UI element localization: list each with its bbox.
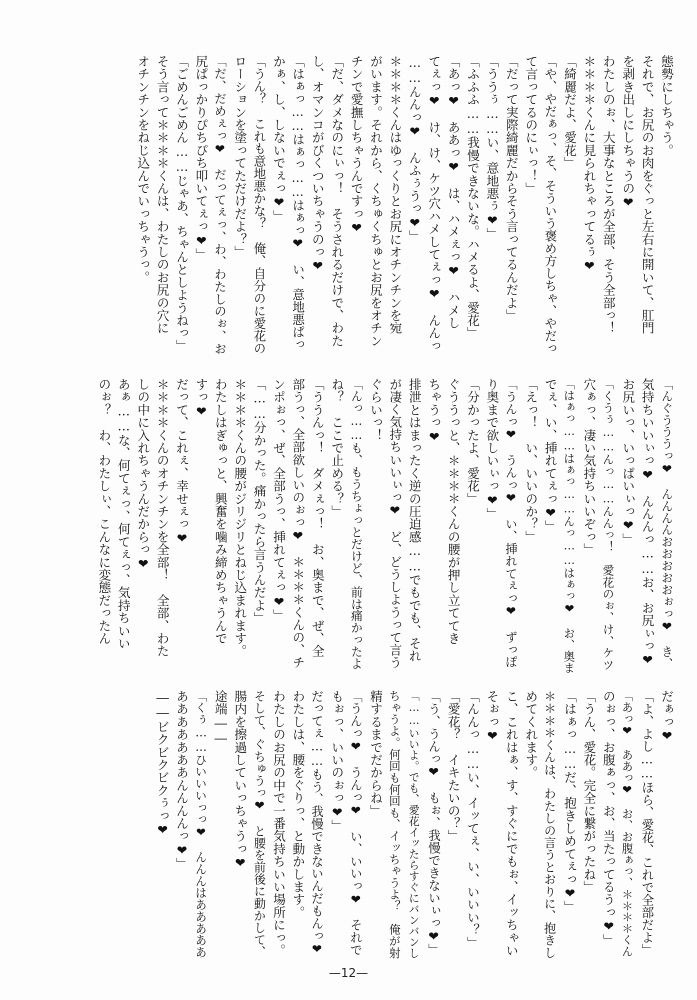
text-line: 態勢にしちゃう。 [659,55,675,157]
text-line: ンポぉっ、ぜ、全部うっ、挿れてぇっ❤」 [271,378,287,622]
text-line: り奥まで欲しいぃっ❤」 [484,378,500,521]
text-line: て言ってるのにぃっ！」 [523,55,539,195]
text-line: 「はぁっ……だ、抱きしめてぇっ❤」 [562,690,578,914]
text-line: 「あっ❤ ああっ❤ は、ハメぇっ❤ ハメし [446,55,462,330]
text-line: 「んっ……も、もうちょっとだけど、前は痛かったよ [349,378,364,670]
text-line: 腸内を擦過していっちゃうっ❤ [232,690,248,871]
text-line: 「くうぅ……んっ……んんっ！ 愛花のぉ、け、ケツ [601,378,616,671]
text-line: ＊＊＊＊くんは、わたしの言うとおりに、抱きし [542,690,557,959]
text-line: 「ごめんごめん……じゃあ、ちゃんとしようねっ」 [174,55,190,353]
text-line: そして、ぐちゅうっ❤ と腰を前後に動かして、 [252,690,267,958]
text-line: ぐらいっ！ [368,378,384,442]
text-line: 「ふふふ……我慢できないな。ハメるよ、愛花」 [465,55,481,340]
page-number: —12— [328,966,369,980]
text-line: 「うんっ❤ うんっ❤ い、いいっ❤ それで [348,690,363,957]
text-line: すっ❤ [193,378,209,419]
text-line: ちゃうっ❤ [426,378,442,444]
text-line: もぉっ、いいのぉっ❤」 [329,690,345,833]
text-line: でぇ、い、挿れてぇっ❤」 [543,378,559,533]
text-line: お尻いっ、いっぱいぃっ❤」 [620,378,636,546]
text-line: 「だって実際綺麗だからそう言ってるんだよ」 [504,55,520,322]
text-line: 気持ちいいぃっ❤ んんんっ……お、お尻ぃっ❤ [640,378,656,668]
text-line: こ、これはぁ、す、すぐにでもぉ、イッちゃい [504,690,520,957]
text-line: 「んんっ……い、イッてぇ、い、いいい？」 [465,690,481,949]
text-line: わたしのお尻の中で一番気持ちいい場所にっ。 [271,690,287,957]
text-line: のぉっ、お腹ぁっ、お、当たってるうっ❤」 [601,690,617,947]
text-line: 尻ぱっかりぴちぴち叩いてぇっ❤」 [193,55,209,261]
text-line: 「だ、ダメなのにぃっ！ そうされるだけで、わた [329,55,345,348]
text-line: そう言って＊＊＊＊くんは、わたしのお尻の穴に [155,55,171,335]
text-line: を剥き出しにしちゃうの❤ [620,55,636,210]
text-line: 「うん？ これも意地悪かな？ 俺、自分のに愛花の [251,55,266,355]
text-line: 「うん、愛花。完全に繋がったね」 [581,690,597,894]
text-line: あぁ……な、何てぇっ、何てぇっ、気持ちいい [116,378,132,650]
text-line: ぐううっと、＊＊＊＊くんの腰が押し立ててき [446,378,462,645]
text-line: 「ううぅ……い、意地悪ぅ❤」 [484,55,500,241]
text-line: そぉっ❤ [484,690,500,744]
text-line: 穴ぁっ、凄い気持ちいいぞっ」 [581,378,597,556]
text-line: 精するまでだからね」 [368,690,384,817]
text-line: だってぇ……もう、我慢できないんだもんっ❤ [310,690,325,957]
text-line: あああああああんんんんっ❤」 [174,690,190,871]
text-line: 「よ、よし……ほら、愛花、これで全部だよ」 [639,690,654,957]
text-line: 部うっ、全部欲しいのぉっ❤ ＊＊＊＊くんの、チ [290,378,305,669]
text-line: ＊＊＊＊くんの腰がジリジリとねじ込まれます。 [232,378,248,658]
text-line: ――ビクビクビクぅっ❤ [155,690,171,838]
text-line: 「くぅ……ひいいいっっ❤ んんんはあああああ [194,690,209,959]
text-line: 「分かったよ、愛花」 [465,378,481,505]
text-line: しの中に入れちゃうんだからっ❤ [135,378,151,571]
text-line: 「……分かった。痛かったら言うんだよ」 [252,378,268,625]
text-line: 排泄とはまったく逆の圧迫感……でもでも、それ [407,378,423,663]
text-line: ローションを塗ってただけだよ？」 [232,55,248,259]
text-line: 「んぐうううっ❤ んんんんおおおおおぉっ❤ き、 [659,378,674,670]
text-line: 「だ、だめぇっ❤ だってぇっ、わ、わたしのぉ、お [213,55,228,355]
text-line: それで、お尻のお肉をぐっと左右に開いて、肛門 [640,55,656,335]
text-line: わたしのぉ、大事なところが全部、そう全部っ！ [601,55,617,335]
text-line: ね？ ここで止める？」 [329,378,345,518]
text-line: かぁ、し、しないでぇっ❤」 [271,55,287,223]
text-line: ちゃうよ。何回も何回も、イッちゃうよ？ 俺が射 [387,690,402,959]
text-line: 「はぁっ……はぁっ……んっ……はぁっ❤ お、奥ま [562,378,577,674]
text-line: 「うんっ❤ うんっ❤ い、挿れてぇっ❤ ずっぽ [503,378,518,668]
text-line: が凄く気持ちいいぃっ❤ ど、どうしようって言う [387,378,402,669]
text-line: 「あっ❤ ああっ❤ お、お腹ぁっ、＊＊＊＊くん [620,690,634,958]
text-line: のぉ？ わ、わたしぃ、こんなに変態だったん [96,378,112,645]
text-line: 途端―― [213,690,229,746]
text-line: 「や、やだぁっ、そ、そういう褒め方しちゃ、やだっ [542,55,557,355]
text-line: 「えっ！ い、いいのか？」 [523,378,539,544]
text-line: がいます。それから、くちゅくちゅとお尻をオチン [368,55,384,348]
text-line: だぁっ❤ [659,690,675,744]
text-line: チンで愛撫しちゃうんですっ❤ [349,55,365,236]
text-line: ＊＊＊＊くんに見られちゃってるぅ❤ [581,55,597,274]
text-line: てぇっ❤ け、け、ケツ穴ハメしてぇっ❤ んんっ [426,55,442,353]
text-line: わたしは、腰をぐりっ、と動かします。 [290,690,306,919]
text-line: わたしはぎゅっと、興奮を噛み締めちゃうんで [213,378,229,645]
text-line: ＊＊＊＊くんのオチンチンを全部！ 全部、わた [155,378,171,658]
text-line: 「はぁっ……はぁっ……はぁっ❤ い、意地悪ぱっ [290,55,305,351]
text-line: 「愛花？ イキたいの？」 [446,690,462,843]
text-line: 「綺麗だよ、愛花」 [562,55,578,170]
text-line: だって、これぇ、幸せぇっ❤ [174,378,190,546]
text-line: 「……いいよ。でも、愛花イッたらすぐにバンバンし [407,690,421,959]
text-line: めてくれます。 [523,690,539,779]
text-line: 「ううんっ！ ダメぇっ！ お、奥まで、ぜ、全 [310,378,326,658]
text-line: ……んんっ❤ んふぅうっ❤」 [407,55,423,243]
text-line: し、オマンコがびくついちゃうのっ❤ [310,55,326,274]
text-line: オチンチンをねじ込んでいっちゃうっ。 [135,55,151,284]
text-line: 「う、うんっ❤ もぉ、我慢できないぃっ❤」 [426,690,441,957]
text-line: ＊＊＊＊くんはゆっくりとお尻にオチンチンを宛 [387,55,403,335]
